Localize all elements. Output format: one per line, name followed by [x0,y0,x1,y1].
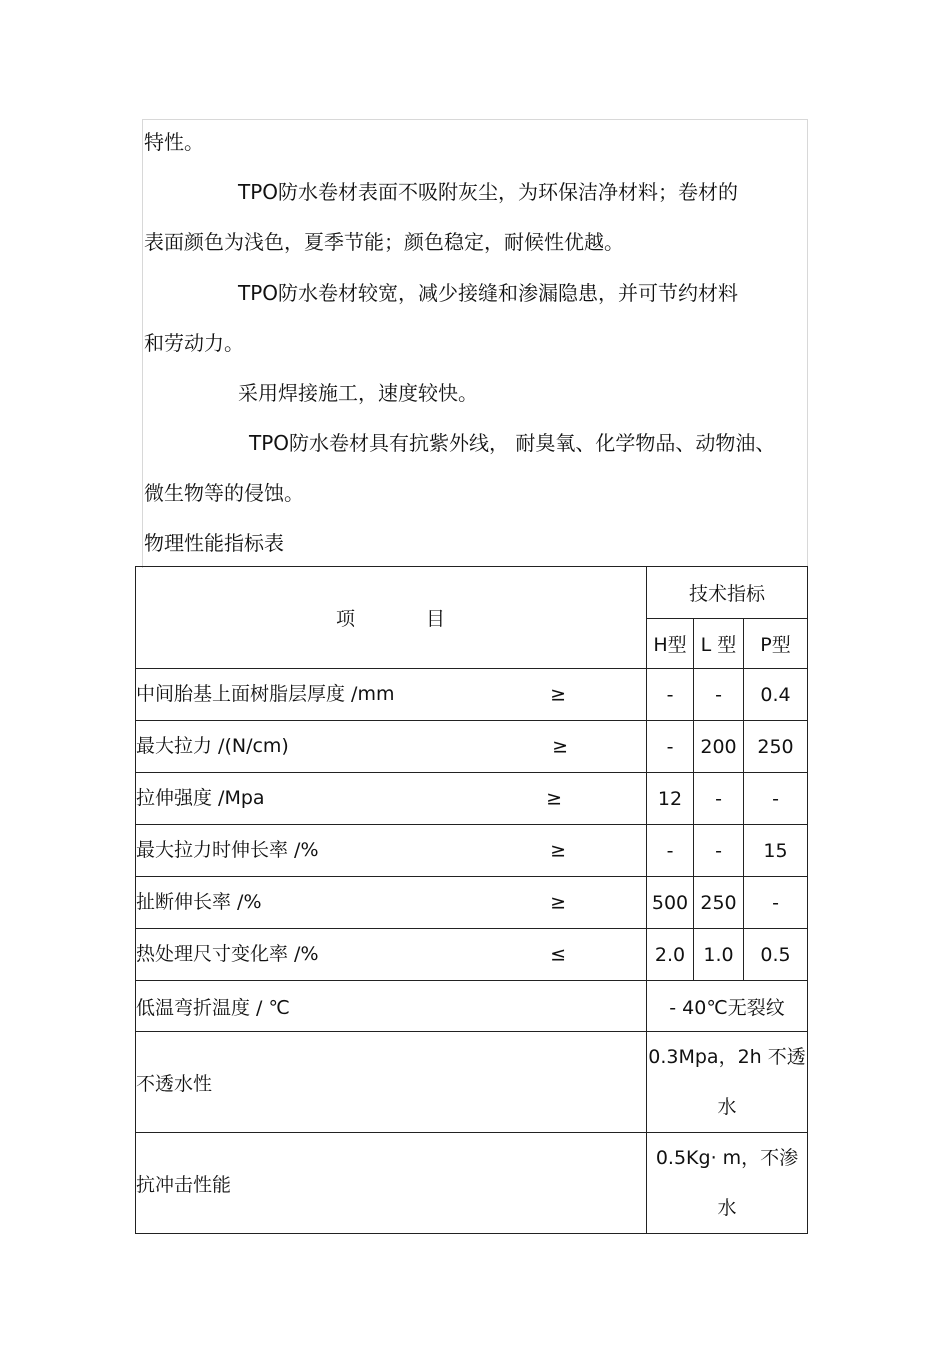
header-tech-cell: 技术指标 [647,567,808,619]
table-row [136,721,808,773]
header-item-text-a: 项 [335,608,356,630]
physical-properties-table [135,566,808,1234]
paragraph-line: TPO防水卷材表面不吸附灰尘，为环保洁净材料；卷材的 [238,180,739,204]
cell-l: - [694,773,744,825]
merged-value-cell: - 40℃无裂纹 [647,981,808,1032]
row-label: 中间胎基上面树脂层厚度 /mm [136,683,395,705]
header-item-cell [136,567,647,669]
type-h-cell: H型 [647,619,694,669]
paragraph-line: 特性。 [144,130,204,154]
paragraph-line: 表面颜色为浅色，夏季节能；颜色稳定，耐候性优越。 [144,230,624,254]
table-row [136,773,808,825]
row-label: 不透水性 [136,1032,647,1133]
cell-p: 15 [744,825,808,877]
row-operator: ≥ [550,839,566,861]
table-row [136,877,808,929]
cell-l: - [694,825,744,877]
cell-h: 500 [647,877,694,929]
row-operator: ≥ [550,683,566,705]
cell-l: 1.0 [694,929,744,981]
table-row [136,1133,808,1234]
header-item-text-b: 目 [426,608,447,630]
paragraph-line: 微生物等的侵蚀。 [144,481,304,505]
cell-h: - [647,825,694,877]
paragraph-line: 和劳动力。 [144,331,244,355]
table-row [136,1032,808,1133]
paragraph-line: TPO防水卷材较宽，减少接缝和渗漏隐患，并可节约材料 [238,281,739,305]
row-label: 低温弯折温度 / ℃ [136,981,647,1032]
paragraph-line: TPO防水卷材具有抗紫外线， 耐臭氧、化学物品、动物油、 [249,431,776,455]
cell-h: 2.0 [647,929,694,981]
value-line: 水 [717,1096,737,1118]
row-label: 扯断伸长率 /% [136,891,262,913]
table-header-row [136,567,808,619]
cell-l: 250 [694,877,744,929]
type-p-cell: P型 [744,619,808,669]
cell-l: 200 [694,721,744,773]
value-line: 水 [717,1197,737,1219]
cell-h: - [647,669,694,721]
cell-p: 0.4 [744,669,808,721]
row-label: 最大拉力时伸长率 /% [136,839,319,861]
table-caption: 物理性能指标表 [144,531,284,555]
row-operator: ≤ [550,943,566,965]
cell-l: - [694,669,744,721]
value-line: 0.3Mpa，2h 不透 [648,1046,806,1068]
cell-p: - [744,773,808,825]
value-line: 0.5Kg· m，不渗 [655,1147,799,1169]
cell-h: 12 [647,773,694,825]
table-row [136,981,808,1032]
row-operator: ≥ [546,787,562,809]
cell-p: 0.5 [744,929,808,981]
merged-value-cell [647,1133,808,1234]
cell-p: 250 [744,721,808,773]
paragraph-line: 采用焊接施工，速度较快。 [238,381,478,405]
row-label: 抗冲击性能 [136,1133,647,1234]
row-label: 拉伸强度 /Mpa [136,787,265,809]
merged-value-cell [647,1032,808,1133]
row-label: 最大拉力 /(N/cm) [136,735,289,757]
row-operator: ≥ [550,891,566,913]
type-l-cell: L 型 [694,619,744,669]
table-row [136,929,808,981]
row-label: 热处理尺寸变化率 /% [136,943,319,965]
cell-h: - [647,721,694,773]
cell-p: - [744,877,808,929]
table-row [136,669,808,721]
row-operator: ≥ [552,735,568,757]
table-row [136,825,808,877]
